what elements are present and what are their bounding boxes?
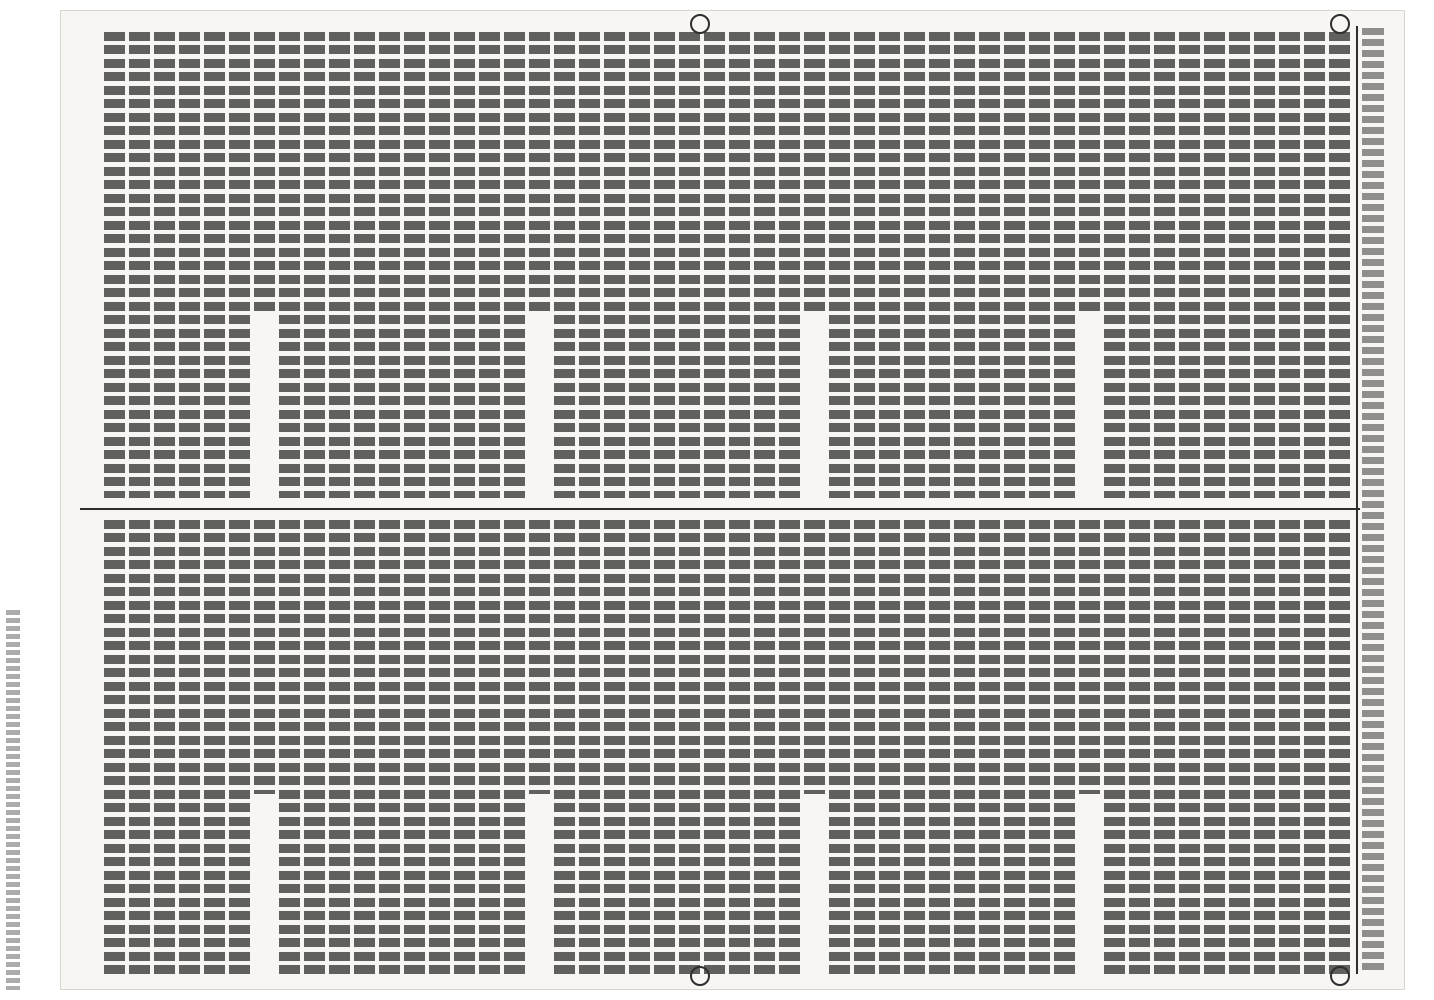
text-line bbox=[1054, 32, 1075, 498]
text-line bbox=[204, 32, 225, 498]
text-line bbox=[904, 32, 925, 498]
text-line bbox=[554, 32, 575, 498]
text-line bbox=[1079, 520, 1100, 794]
text-line bbox=[1079, 32, 1100, 312]
digitization-notice bbox=[6, 610, 20, 990]
text-line bbox=[1204, 32, 1225, 498]
text-line bbox=[929, 32, 950, 498]
text-line bbox=[404, 520, 425, 976]
text-line bbox=[429, 520, 450, 976]
text-line bbox=[704, 32, 725, 498]
text-line bbox=[604, 520, 625, 976]
text-line bbox=[1179, 520, 1200, 976]
text-line bbox=[629, 520, 650, 976]
text-line bbox=[329, 520, 350, 976]
text-line bbox=[354, 32, 375, 498]
text-line bbox=[804, 520, 825, 794]
text-line bbox=[779, 520, 800, 976]
text-line bbox=[1204, 520, 1225, 976]
text-line bbox=[1029, 520, 1050, 976]
text-line bbox=[329, 32, 350, 498]
text-line bbox=[904, 520, 925, 976]
text-line bbox=[729, 32, 750, 498]
text-line bbox=[529, 32, 550, 312]
text-line bbox=[829, 32, 850, 498]
text-line bbox=[229, 32, 250, 498]
text-line bbox=[779, 32, 800, 498]
text-line bbox=[1279, 32, 1300, 498]
text-line bbox=[1229, 520, 1250, 976]
text-line bbox=[879, 32, 900, 498]
text-line bbox=[754, 32, 775, 498]
text-line bbox=[679, 520, 700, 976]
text-line bbox=[154, 520, 175, 976]
text-line bbox=[1054, 520, 1075, 976]
text-line bbox=[104, 520, 125, 976]
text-line bbox=[729, 520, 750, 976]
text-line bbox=[429, 32, 450, 498]
text-line bbox=[629, 32, 650, 498]
text-line bbox=[479, 520, 500, 976]
text-line bbox=[954, 520, 975, 976]
text-line bbox=[454, 32, 475, 498]
text-line bbox=[379, 520, 400, 976]
margin-marker-d bbox=[690, 966, 710, 986]
text-line bbox=[179, 32, 200, 498]
text-line bbox=[204, 520, 225, 976]
text-line bbox=[1254, 32, 1275, 498]
text-line bbox=[354, 520, 375, 976]
text-line bbox=[179, 520, 200, 976]
running-header bbox=[1362, 28, 1384, 972]
text-line bbox=[304, 32, 325, 498]
text-line bbox=[879, 520, 900, 976]
text-line bbox=[1154, 520, 1175, 976]
text-line bbox=[954, 32, 975, 498]
text-line bbox=[1304, 32, 1325, 498]
text-line bbox=[1004, 32, 1025, 498]
text-line bbox=[1304, 520, 1325, 976]
text-line bbox=[554, 520, 575, 976]
text-line bbox=[979, 32, 1000, 498]
text-line bbox=[754, 520, 775, 976]
text-line bbox=[1029, 32, 1050, 498]
column-divider bbox=[80, 508, 1360, 510]
text-line bbox=[1279, 520, 1300, 976]
text-line bbox=[279, 520, 300, 976]
text-line bbox=[1254, 520, 1275, 976]
text-line bbox=[254, 32, 275, 312]
text-line bbox=[1104, 520, 1125, 976]
header-rule bbox=[1356, 26, 1358, 974]
text-line bbox=[1129, 32, 1150, 498]
text-line bbox=[304, 520, 325, 976]
text-line bbox=[104, 32, 125, 498]
text-line bbox=[1229, 32, 1250, 498]
text-line bbox=[1329, 32, 1350, 498]
text-line bbox=[454, 520, 475, 976]
text-line bbox=[1154, 32, 1175, 498]
text-line bbox=[704, 520, 725, 976]
text-line bbox=[679, 32, 700, 498]
text-line bbox=[254, 520, 275, 794]
text-line bbox=[1129, 520, 1150, 976]
text-line bbox=[404, 32, 425, 498]
text-line bbox=[854, 32, 875, 498]
text-line bbox=[654, 32, 675, 498]
text-line bbox=[1104, 32, 1125, 498]
text-line bbox=[479, 32, 500, 498]
text-line bbox=[1329, 520, 1350, 976]
text-line bbox=[654, 520, 675, 976]
text-line bbox=[154, 32, 175, 498]
text-line bbox=[129, 32, 150, 498]
text-line bbox=[229, 520, 250, 976]
text-line bbox=[529, 520, 550, 794]
text-line bbox=[1004, 520, 1025, 976]
text-line bbox=[504, 32, 525, 498]
text-line bbox=[854, 520, 875, 976]
text-line bbox=[979, 520, 1000, 976]
margin-marker-b bbox=[690, 14, 710, 34]
text-line bbox=[829, 520, 850, 976]
text-line bbox=[804, 32, 825, 312]
text-column-left bbox=[80, 32, 1350, 498]
text-column-right bbox=[80, 520, 1350, 976]
text-line bbox=[579, 32, 600, 498]
margin-marker-c bbox=[1330, 966, 1350, 986]
text-line bbox=[129, 520, 150, 976]
text-line bbox=[504, 520, 525, 976]
text-line bbox=[929, 520, 950, 976]
text-line bbox=[1179, 32, 1200, 498]
text-line bbox=[579, 520, 600, 976]
margin-marker-a bbox=[1330, 14, 1350, 34]
text-line bbox=[379, 32, 400, 498]
text-line bbox=[279, 32, 300, 498]
text-line bbox=[604, 32, 625, 498]
